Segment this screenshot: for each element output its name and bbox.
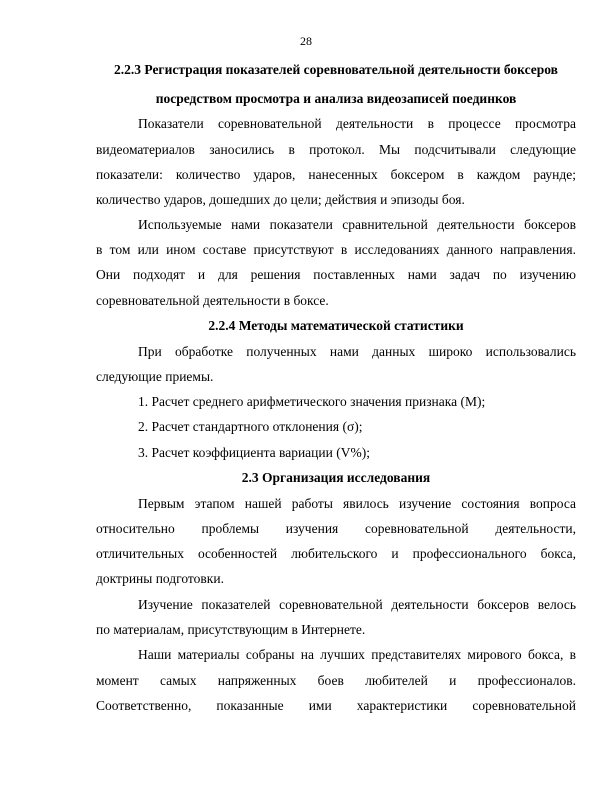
paragraph-line: видеоматериалов заносились в протокол. Мы подсчитывали следующие	[96, 142, 576, 157]
paragraph-line: Наши материалы собраны на лучших представителях мирового бокса, в	[138, 647, 576, 662]
paragraph-line: доктрины подготовки.	[96, 571, 224, 586]
paragraph-line: соревновательной деятельности в боксе.	[96, 293, 329, 308]
section-heading-2-2-4: 2.2.4 Методы математической статистики	[208, 318, 464, 333]
paragraph-line: Показатели соревновательной деятельности в процессе просмотра	[138, 116, 576, 131]
paragraph-line: относительно проблемы изучения соревновательной деятельности,	[96, 521, 576, 536]
paragraph-line: момент самых напряженных боев любителей и профессионалов.	[96, 673, 576, 688]
list-item: 2. Расчет стандартного отклонения (σ);	[138, 419, 363, 434]
list-item: 3. Расчет коэффициента вариации (V%);	[138, 445, 370, 460]
paragraph-line: Они подходят и для решения поставленных нами задач по изучению	[96, 267, 576, 282]
list-item: 1. Расчет среднего арифметического значения признака (М);	[138, 394, 486, 409]
page-number: 28	[300, 34, 312, 48]
paragraph-line: по материалам, присутствующим в Интернете.	[96, 622, 366, 637]
paragraph-line: Первым этапом нашей работы явилось изучение состояния вопроса	[138, 496, 576, 511]
paragraph-line: При обработке полученных нами данных широко использовались	[138, 344, 576, 359]
paragraph-line: Используемые нами показатели сравнительной деятельности боксеров	[138, 217, 576, 232]
paragraph-line: следующие приемы.	[96, 369, 214, 384]
paragraph-line: Соответственно, показанные ими характеристики соревновательной	[96, 698, 576, 713]
section-heading-2-3: 2.3 Организация исследования	[241, 470, 431, 485]
section-heading-2-2-3-line1: 2.2.3 Регистрация показателей соревновательной деятельности боксеров	[114, 62, 558, 77]
paragraph-line: Изучение показателей соревновательной деятельности боксеров велось	[138, 597, 576, 612]
paragraph-line: в том или ином составе присутствуют в исследованиях данного направления.	[96, 242, 576, 257]
paragraph-line: количество ударов, дошедших до цели; действия и эпизоды боя.	[96, 192, 465, 207]
section-heading-2-2-3-line2: посредством просмотра и анализа видеозаписей поединков	[155, 91, 517, 106]
paragraph-line: отличительных особенностей любительского и профессионального бокса,	[96, 546, 576, 561]
paragraph-line: показатели: количество ударов, нанесенных боксером в каждом раунде;	[96, 167, 576, 182]
